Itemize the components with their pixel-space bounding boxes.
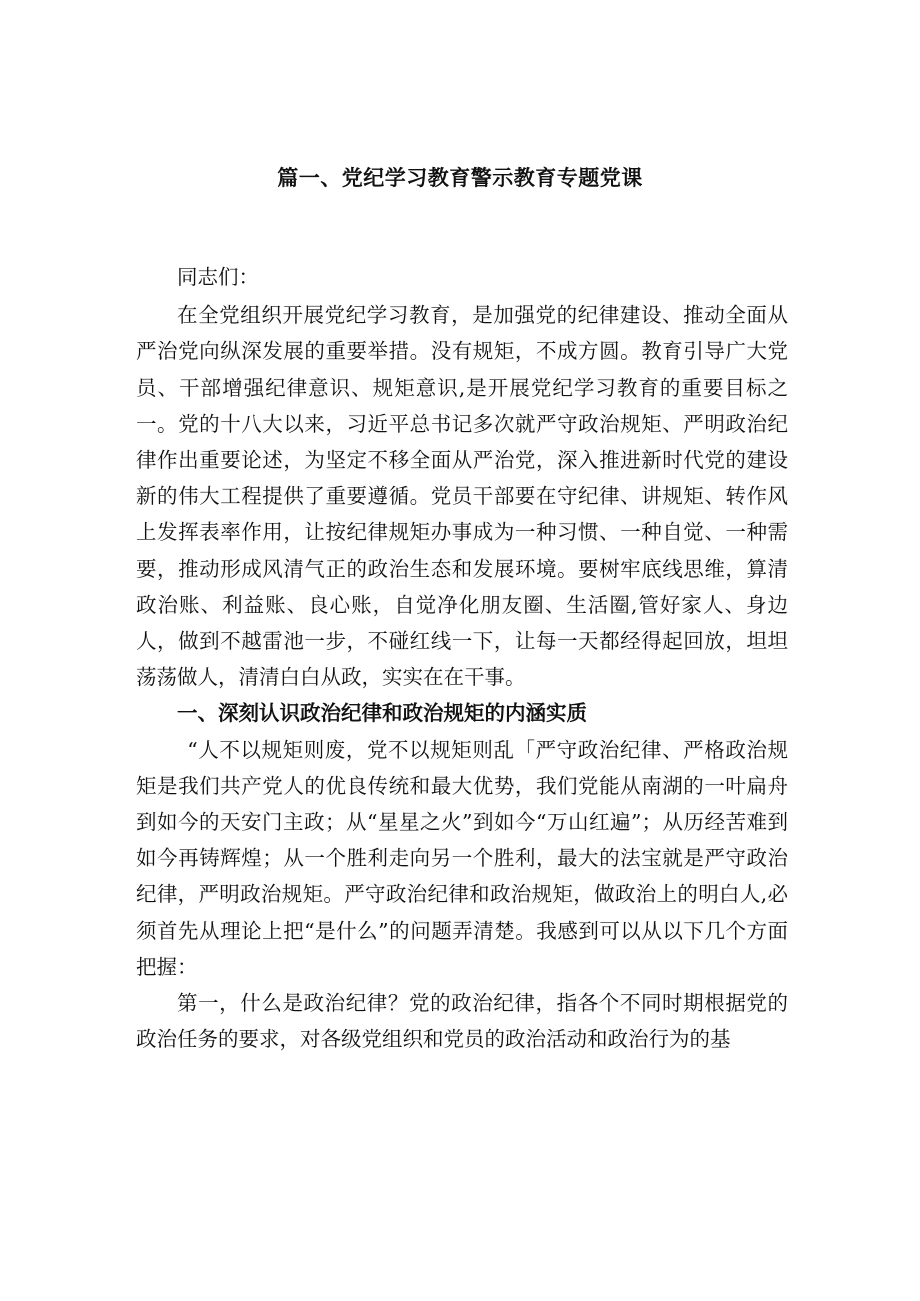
document-body bbox=[136, 259, 788, 1057]
section-heading: 一、深刻认识政治纪律和政治规矩的内涵实质 bbox=[177, 701, 587, 726]
page-title: 篇一、党纪学习教育警示教育专题党课 bbox=[277, 165, 643, 190]
paragraph-intro: 在全党组织开展党纪学习教育，是加强党的纪律建设、推动全面从严治党向纵深发展的重要举措。没有规矩，不成方圆。教育引导广大党员、干部增强纪律意识、规矩意识,是开展党纪学习教育的重要目标之一。党的十八大以来，习近平总书记多次就严守政治规矩、严明政治纪律作出重要论述，为坚定不移全面从严治党，深入推进新时代党的建设新的伟大工程提供了重要遵循。党员干部要在守纪律、讲规矩、转作风上发挥表率作用，让按纪律规矩办事成为一种习惯、一种自觉、一种需要，推动形成风清气正的政治生态和发展环境。要树牢底线思维，算清政治账、利益账、良心账，自觉净化朋友圈、生活圈,管好家人、身边人，做到不越雷池一步，不碰红线一下，让每一天都经得起回放，坦坦荡荡做人，清清白白从政，实实在在干事。 bbox=[136, 303, 788, 690]
paragraph-political-discipline: 第一，什么是政治纪律？党的政治纪律，指各个不同时期根据党的政治任务的要求，对各级党组织和党员的政治活动和政治行为的基 bbox=[136, 991, 788, 1052]
greeting: 同志们： bbox=[177, 265, 259, 289]
paragraph-quote: “人不以规矩则废，党不以规矩则乱「严守政治纪律、严格政治规矩是我们共产党人的优良传统和最大优势，我们党能从南湖的一叶扁舟到如今的天安门主政；从“星星之火”到如今“万山红遍”；从历经苦难到如今再铸辉煌；从一个胜利走向另一个胜利，最大的法宝就是严守政治纪律，严明政治规矩。严守政治纪律和政治规矩，做政治上的明白人,必须首先从理论上把“是什么”的问题弄清楚。我感到可以从以下几个方面把握： bbox=[136, 737, 788, 979]
